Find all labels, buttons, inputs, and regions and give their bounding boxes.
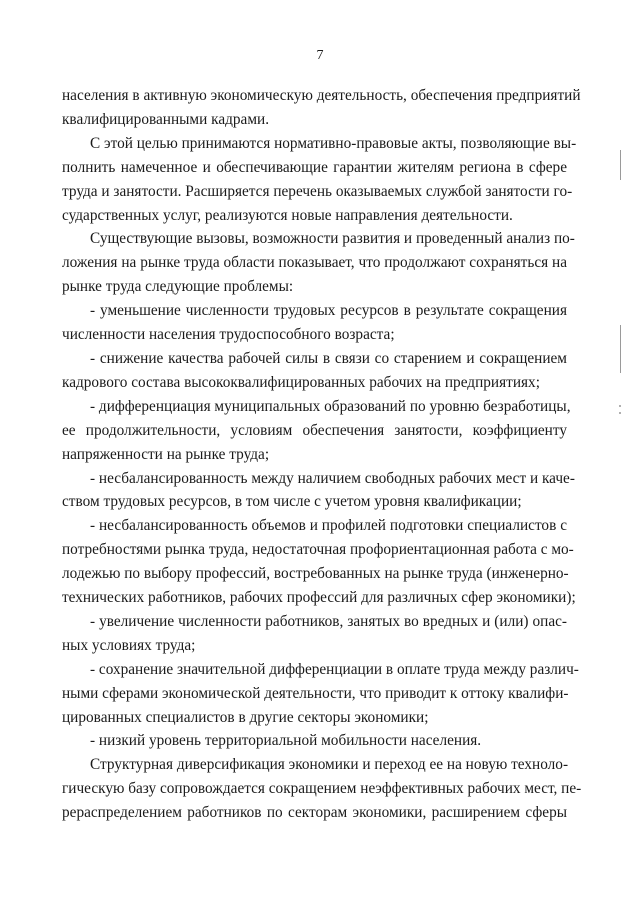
text-line: - несбалансированность объемов и профилей подготовки специалистов с xyxy=(90,517,567,535)
text-line: ными сферами экономической деятельности, что приводит к оттоку квалифи- xyxy=(62,684,569,702)
text-line: цированных специалистов в другие секторы экономики; xyxy=(62,708,429,726)
text-line: квалифицированными кадрами. xyxy=(62,110,270,128)
text-line: рынке труда следующие проблемы: xyxy=(62,278,294,296)
text-line: - снижение качества рабочей силы в связи со старением и сокращением xyxy=(90,349,567,367)
document-body xyxy=(62,84,582,825)
scan-artifact xyxy=(619,412,621,414)
scan-artifact xyxy=(619,405,621,407)
text-line: ных условиях труда; xyxy=(62,636,196,654)
text-line: - сохранение значительной дифференциации в оплате труда между различ- xyxy=(90,660,579,678)
text-line: С этой целью принимаются нормативно-правовые акты, позволяющие вы- xyxy=(90,134,577,152)
text-line: - дифференциация муниципальных образований по уровню безработицы, xyxy=(90,397,571,415)
text-line: - несбалансированность между наличием свободных рабочих мест и каче- xyxy=(90,469,575,487)
text-line: Существующие вызовы, возможности развития и проведенный анализ по- xyxy=(90,230,575,248)
text-line: полнить намеченное и обеспечивающие гарантии жителям региона в сфере xyxy=(62,158,567,176)
text-line: лодежью по выбору профессий, востребованных на рынке труда (инженерно- xyxy=(62,565,569,583)
page-number: 7 xyxy=(316,48,324,63)
text-line: напряженности на рынке труда; xyxy=(62,445,270,463)
text-line: ством трудовых ресурсов, в том числе с учетом уровня квалификации; xyxy=(62,493,522,511)
text-line: труда и занятости. Расширяется перечень оказываемых службой занятости го- xyxy=(62,182,573,200)
text-line: - низкий уровень территориальной мобильности населения. xyxy=(90,732,482,750)
text-line: технических работников, рабочих профессий для различных сфер экономики); xyxy=(62,589,576,607)
scan-artifact xyxy=(620,325,621,373)
text-line: сударственных услуг, реализуются новые направления деятельности. xyxy=(62,206,513,224)
text-line: гическую базу сопровождается сокращением неэффективных рабочих мест, пе- xyxy=(62,780,582,798)
text-line: потребностями рынка труда, недостаточная профориентационная работа с мо- xyxy=(62,541,574,559)
text-line: - увеличение численности работников, занятых во вредных и (или) опас- xyxy=(90,612,567,630)
scan-artifact xyxy=(620,150,621,180)
text-line: населения в активную экономическую деятельность, обеспечения предприятий xyxy=(62,87,581,104)
text-line: численности населения трудоспособного возраста; xyxy=(62,326,395,344)
text-line: ее продолжительности, условиям обеспечения занятости, коэффициенту xyxy=(62,421,567,439)
text-line: рераспределением работников по секторам экономики, расширением сферы xyxy=(62,804,567,822)
text-line: Структурная диверсификация экономики и переход ее на новую техноло- xyxy=(90,756,569,774)
text-line: - уменьшение численности трудовых ресурсов в результате сокращения xyxy=(90,302,567,320)
text-line: ложения на рынке труда области показывает, что продолжают сохраняться на xyxy=(62,254,567,272)
text-line: кадрового состава высококвалифицированных рабочих на предприятиях; xyxy=(62,373,540,391)
